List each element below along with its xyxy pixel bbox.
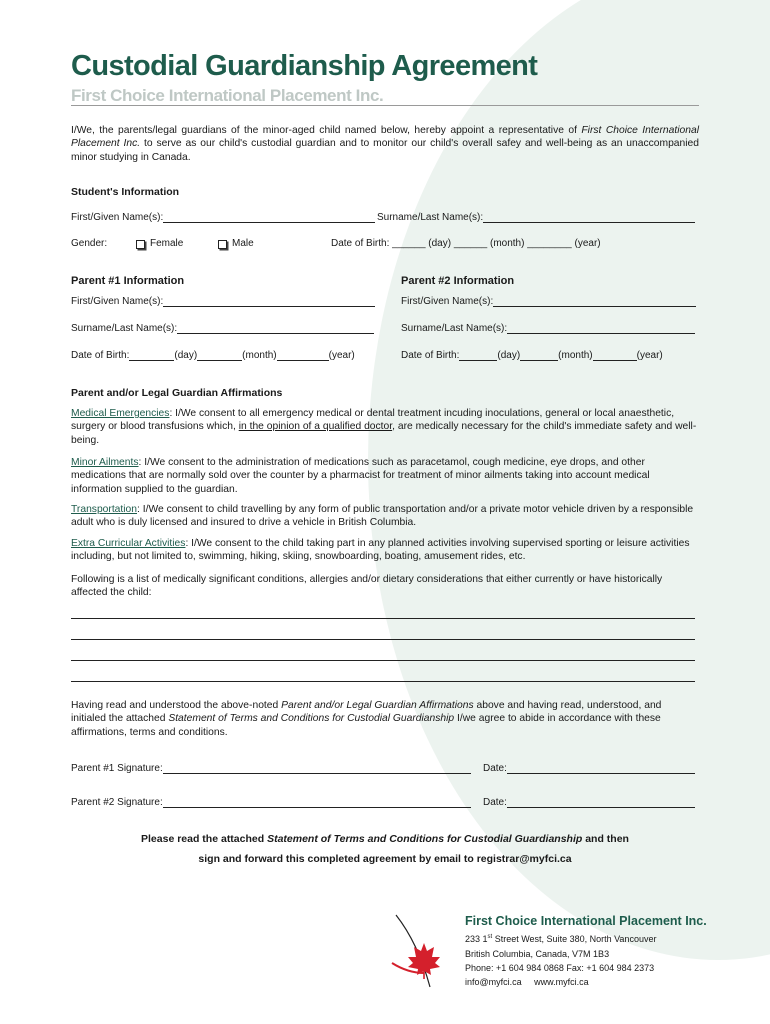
student-gender-label: Gender: bbox=[71, 238, 108, 249]
female-checkbox[interactable]: Female bbox=[136, 238, 183, 249]
footer-phone-fax: Phone: +1 604 984 0868 Fax: +1 604 984 2373 bbox=[465, 963, 655, 973]
closing-paragraph: Having read and understood the above-noted Parent and/or Legal Guardian Affirmations above and having read, understood, and initialed the attached Statement of Terms and Conditions for Custodial Guardianship I/we agree to abide in accordance with these affirmations, terms and conditions. bbox=[71, 700, 662, 738]
male-checkbox-box[interactable] bbox=[218, 240, 227, 249]
parent2-dob-field[interactable]: Date of Birth: (day) (month) (year) bbox=[401, 350, 663, 361]
transportation-affirmation: Transportation: I/We consent to child travelling by any form of public transportation and/or a private motor vehicle driven by a responsible adult who is duly licensed and insured to drive a vehicle in British Columbia. bbox=[71, 504, 694, 529]
conditions-line-2[interactable] bbox=[71, 639, 695, 640]
document-subtitle: First Choice International Placement Inc. bbox=[71, 86, 384, 105]
student-surname-field[interactable]: Surname/Last Name(s): bbox=[377, 212, 695, 223]
affirmations-heading: Parent and/or Legal Guardian Affirmations bbox=[71, 387, 283, 399]
submission-notice-line-1: Please read the attached Statement of Terms and Conditions for Custodial Guardianship and then bbox=[141, 833, 629, 845]
minor-ailments-affirmation: Minor Ailments: I/We consent to the administration of medications such as paracetamol, cough medicine, eye drops, and other medications that are normally sold over the counter by a pharmacist for treatment of minor ailments taking into account medical information supplied to the guardian. bbox=[71, 457, 650, 495]
parent1-date-field[interactable]: Date: bbox=[483, 763, 695, 774]
conditions-line-1[interactable] bbox=[71, 618, 695, 619]
student-first-name-field[interactable]: First/Given Name(s): bbox=[71, 212, 375, 223]
parent2-surname-field[interactable]: Surname/Last Name(s): bbox=[401, 323, 695, 334]
student-dob-field[interactable]: Date of Birth: ______ (day) ______ (month) ________ (year) bbox=[331, 238, 601, 249]
parent1-surname-field[interactable]: Surname/Last Name(s): bbox=[71, 323, 374, 334]
footer-address-line-2: British Columbia, Canada, V7M 1B3 bbox=[465, 949, 610, 959]
submission-notice-line-2: sign and forward this completed agreement by email to registrar@myfci.ca bbox=[198, 853, 572, 865]
parent1-heading: Parent #1 Information bbox=[71, 275, 185, 287]
footer-address-line-1: 233 1st Street West, Suite 380, North Vancouver bbox=[465, 934, 657, 944]
footer-email-website[interactable]: info@myfci.ca www.myfci.ca bbox=[465, 977, 589, 987]
conditions-line-3[interactable] bbox=[71, 660, 695, 661]
parent2-heading: Parent #2 Information bbox=[401, 275, 515, 287]
title-divider bbox=[71, 105, 699, 106]
intro-paragraph: I/We, the parents/legal guardians of the minor-aged child named below, hereby appoint a representative of First Choice International Placement Inc. to serve as our child's custodial guardian and to monitor our child's overall safey and well-being as an unaccompanied minor studying in Canada. bbox=[71, 125, 699, 163]
male-checkbox[interactable]: Male bbox=[218, 238, 254, 249]
footer-company-name: First Choice International Placement Inc. bbox=[465, 914, 707, 928]
parent2-first-name-field[interactable]: First/Given Name(s): bbox=[401, 296, 696, 307]
medical-conditions-prompt: Following is a list of medically significant conditions, allergies and/or dietary considerations that either currently or have historically affected the child: bbox=[71, 574, 663, 599]
student-heading: Student's Information bbox=[71, 186, 180, 198]
medical-emergencies-affirmation: Medical Emergencies: I/We consent to all emergency medical or dental treatment incuding inoculations, general or local anaesthetic, surgery or blood transfusions which, in the opinion of a qualified doctor, are medically necessary for the child's immediate safety and well-being. bbox=[71, 408, 697, 446]
parent2-signature-field[interactable]: Parent #2 Signature: bbox=[71, 797, 471, 808]
parent2-date-field[interactable]: Date: bbox=[483, 797, 695, 808]
extra-curricular-affirmation: Extra Curricular Activities: I/We consent to the child taking part in any planned activities involving supervised sporting or leisure activities including, but not limited to, swimming, hiking, skiing, snowboarding, boating, amusement rides, etc. bbox=[71, 538, 690, 563]
document-title: Custodial Guardianship Agreement bbox=[71, 50, 538, 82]
parent1-dob-field[interactable]: Date of Birth: (day) (month) (year) bbox=[71, 350, 355, 361]
parent1-signature-field[interactable]: Parent #1 Signature: bbox=[71, 763, 471, 774]
maple-leaf-logo-icon bbox=[390, 913, 460, 993]
female-checkbox-box[interactable] bbox=[136, 240, 145, 249]
conditions-line-4[interactable] bbox=[71, 681, 695, 682]
parent1-first-name-field[interactable]: First/Given Name(s): bbox=[71, 296, 375, 307]
